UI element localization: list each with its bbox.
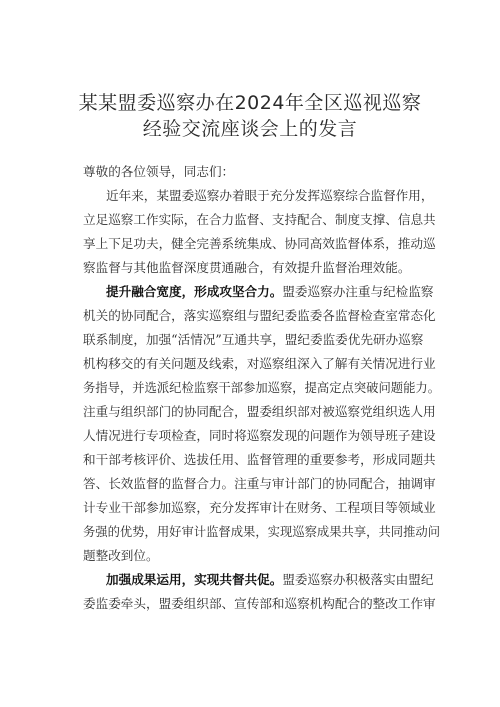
section-1-line: 人情况进行专项检查，同时将巡察发现的问题作为领导班子建设 bbox=[83, 428, 436, 443]
section-1-line: 计专业干部参加巡察，充分发挥审计在财务、工程项目等领域业 bbox=[83, 500, 436, 515]
section-1-line: 注重与组织部门的协同配合，盟委组织部对被巡察党组织选人用 bbox=[83, 404, 436, 419]
paragraph-1-line: 近年来，某盟委巡察办着眼于充分发挥巡察综合监督作用， bbox=[106, 188, 434, 203]
paragraph-1-line: 立足巡察工作实际，在合力监督、支持配合、制度支撑、信息共 bbox=[83, 212, 436, 227]
section-1-line: 机关的协同配合，落实巡察组与盟纪委监委各监督检查室常态化 bbox=[83, 308, 436, 323]
document-title-line-2: 经验交流座谈会上的发言 bbox=[142, 118, 358, 140]
section-1-line: 联系制度，加强“活情况”互通共享，盟纪委监委优先研办巡察 bbox=[83, 332, 424, 347]
section-1-heading: 提升融合宽度，形成攻坚合力。 bbox=[106, 284, 283, 299]
section-1-line: 答、长效监督的监督合力。注重与审计部门的协同配合，抽调审 bbox=[83, 476, 436, 491]
section-1-line: 和干部考核评价、选拔任用、监督管理的重要参考，形成同题共 bbox=[83, 452, 436, 467]
section-2-line: 委监委牵头，盟委组织部、宣传部和巡察机构配合的整改工作审 bbox=[83, 596, 436, 611]
section-1-first-line-text: 盟委巡察办注重与纪检监察 bbox=[282, 284, 434, 299]
section-2-first-line-text: 盟委巡察办积极落实由盟纪 bbox=[282, 572, 434, 587]
section-1-line: 机构移交的有关问题及线索，对巡察组深入了解有关情况进行业 bbox=[83, 356, 436, 371]
paragraph-1-line: 享上下足功夫，健全完善系统集成、协同高效监督体系，推动巡 bbox=[83, 236, 436, 251]
document-title-line-1: 某某盟委巡察办在2024年全区巡视巡察 bbox=[78, 92, 422, 114]
section-1-line: 务强的优势，用好审计监督成果，实现巡察成果共享，共同推动问 bbox=[83, 525, 441, 539]
section-1-line: 题整改到位。 bbox=[83, 548, 159, 563]
section-2-heading: 加强成果运用，实现共督共促。 bbox=[106, 572, 283, 587]
salutation: 尊敬的各位领导，同志们： bbox=[83, 164, 235, 179]
section-2-first-line bbox=[106, 572, 433, 588]
paragraph-1-line: 察监督与其他监督深度贯通融合，有效提升监督治理效能。 bbox=[83, 260, 411, 275]
section-1-first-line bbox=[106, 284, 433, 300]
section-1-line: 务指导，并选派纪检监察干部参加巡察，提高定点突破问题能力。 bbox=[83, 381, 441, 395]
